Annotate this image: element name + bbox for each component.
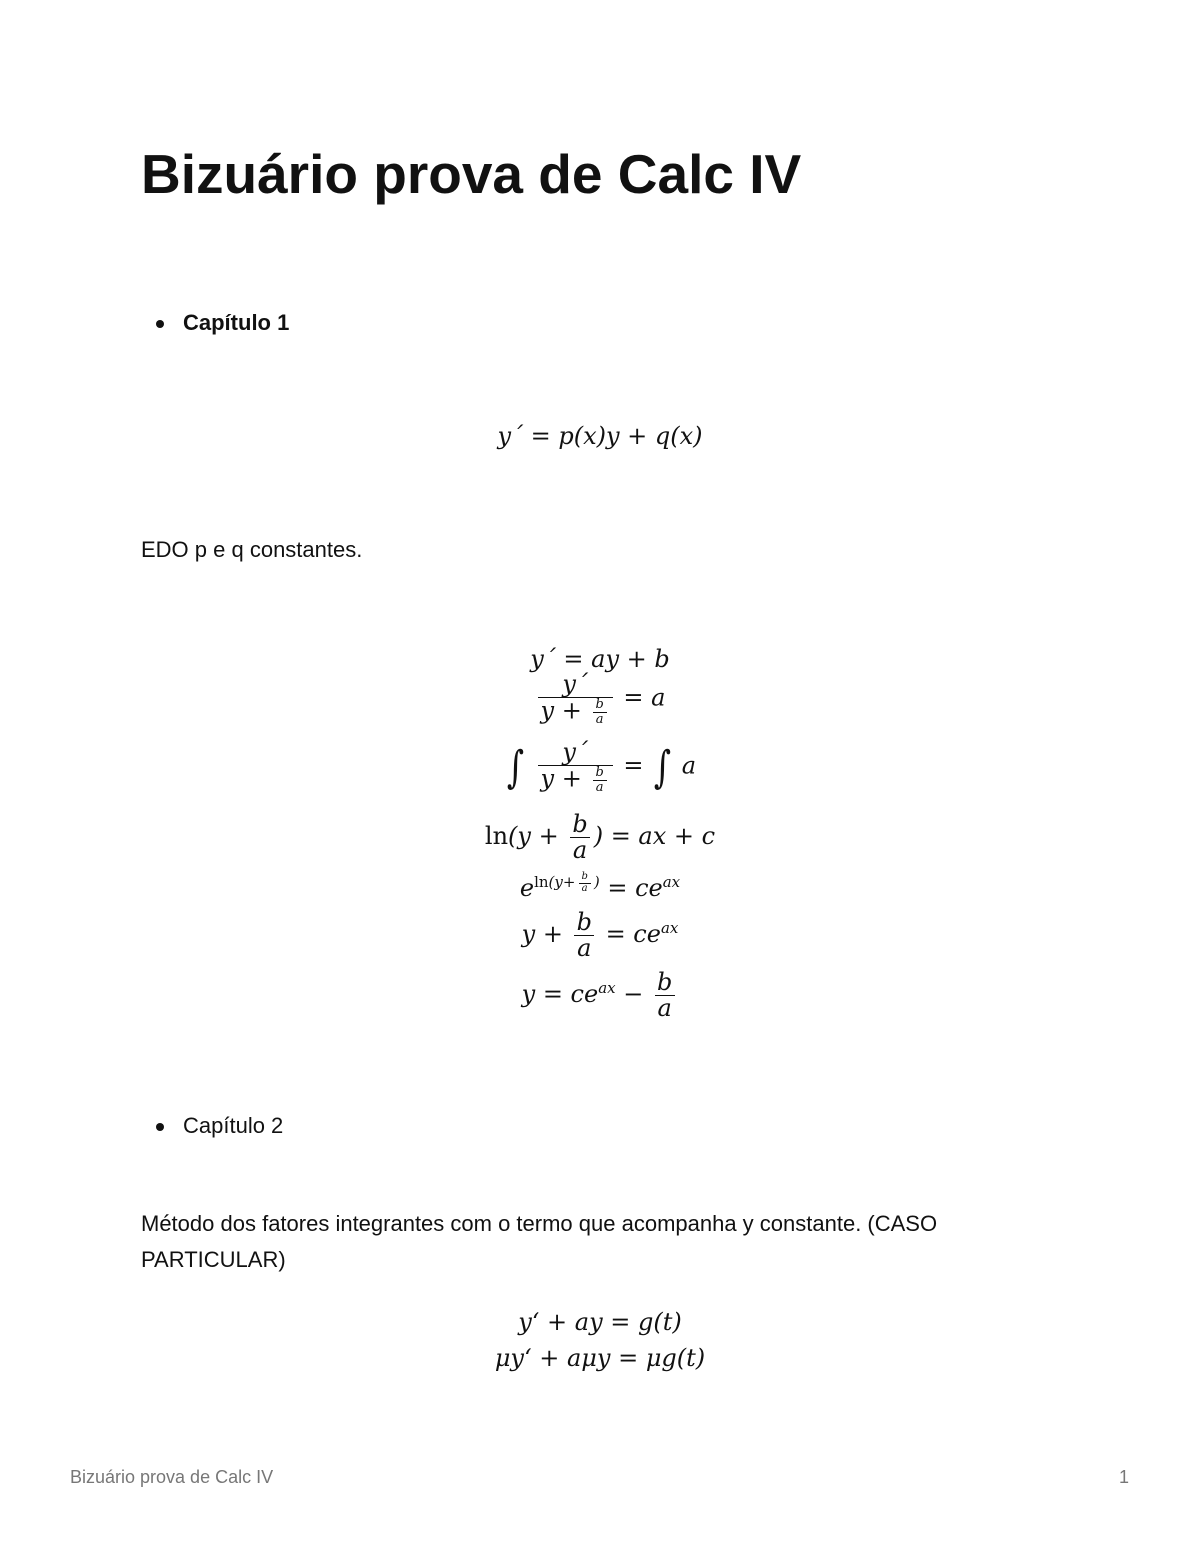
chapter-1-heading: Capítulo 1: [183, 310, 290, 335]
derivation-line-1: y´ = ay + b: [530, 645, 670, 673]
derivation-line-7: $y = ce^{ax}$ − $\frac{b}{a}$: [0, 970, 1200, 1021]
chapter-2-heading: Capítulo 2: [183, 1113, 284, 1138]
chapter-2-equation-1: y‘ + ay = g(t): [518, 1308, 682, 1336]
main-equation: [0, 422, 1200, 450]
bullet-marker: [156, 320, 164, 328]
integral-sign: ∫: [506, 741, 525, 793]
derivation-line-2: y´ y + $\frac{b}{a}$ = a: [0, 672, 1200, 726]
footer-doc-title: Bizuário prova de Calc IV: [70, 1467, 274, 1487]
derivation-line-5: $e^{ln(y+ \frac{b}{a} )} = ce^{ax}$: [519, 871, 681, 902]
derivation-line-6: y + $\frac{b}{a}$ = $ce^{ax}$: [521, 908, 679, 963]
footer-page-number: 1: [1118, 1467, 1129, 1487]
bullet-marker: [156, 1123, 164, 1131]
chapter-2-paragraph: Método dos fatores integrantes com o termo que acompanha y constante. (CASO PARTICULAR): [141, 1211, 938, 1272]
chapter-2-equation-2: μy‘ + aμy = μg(t): [494, 1344, 706, 1372]
chapter-1-note: EDO p e q constantes.: [141, 537, 363, 562]
integral-sign: ∫: [654, 741, 672, 793]
page-title: Bizuário prova de Calc IV: [141, 143, 802, 205]
main-equation-text: y´ = p(x)y + q(x): [497, 422, 703, 450]
derivation-line-3: ∫ y´ y + $\frac{b}{a}$ = ∫ a: [506, 738, 697, 795]
derivation-line-4: ln(y + $\frac{b}{a}$ ) = ax + c: [484, 810, 716, 865]
